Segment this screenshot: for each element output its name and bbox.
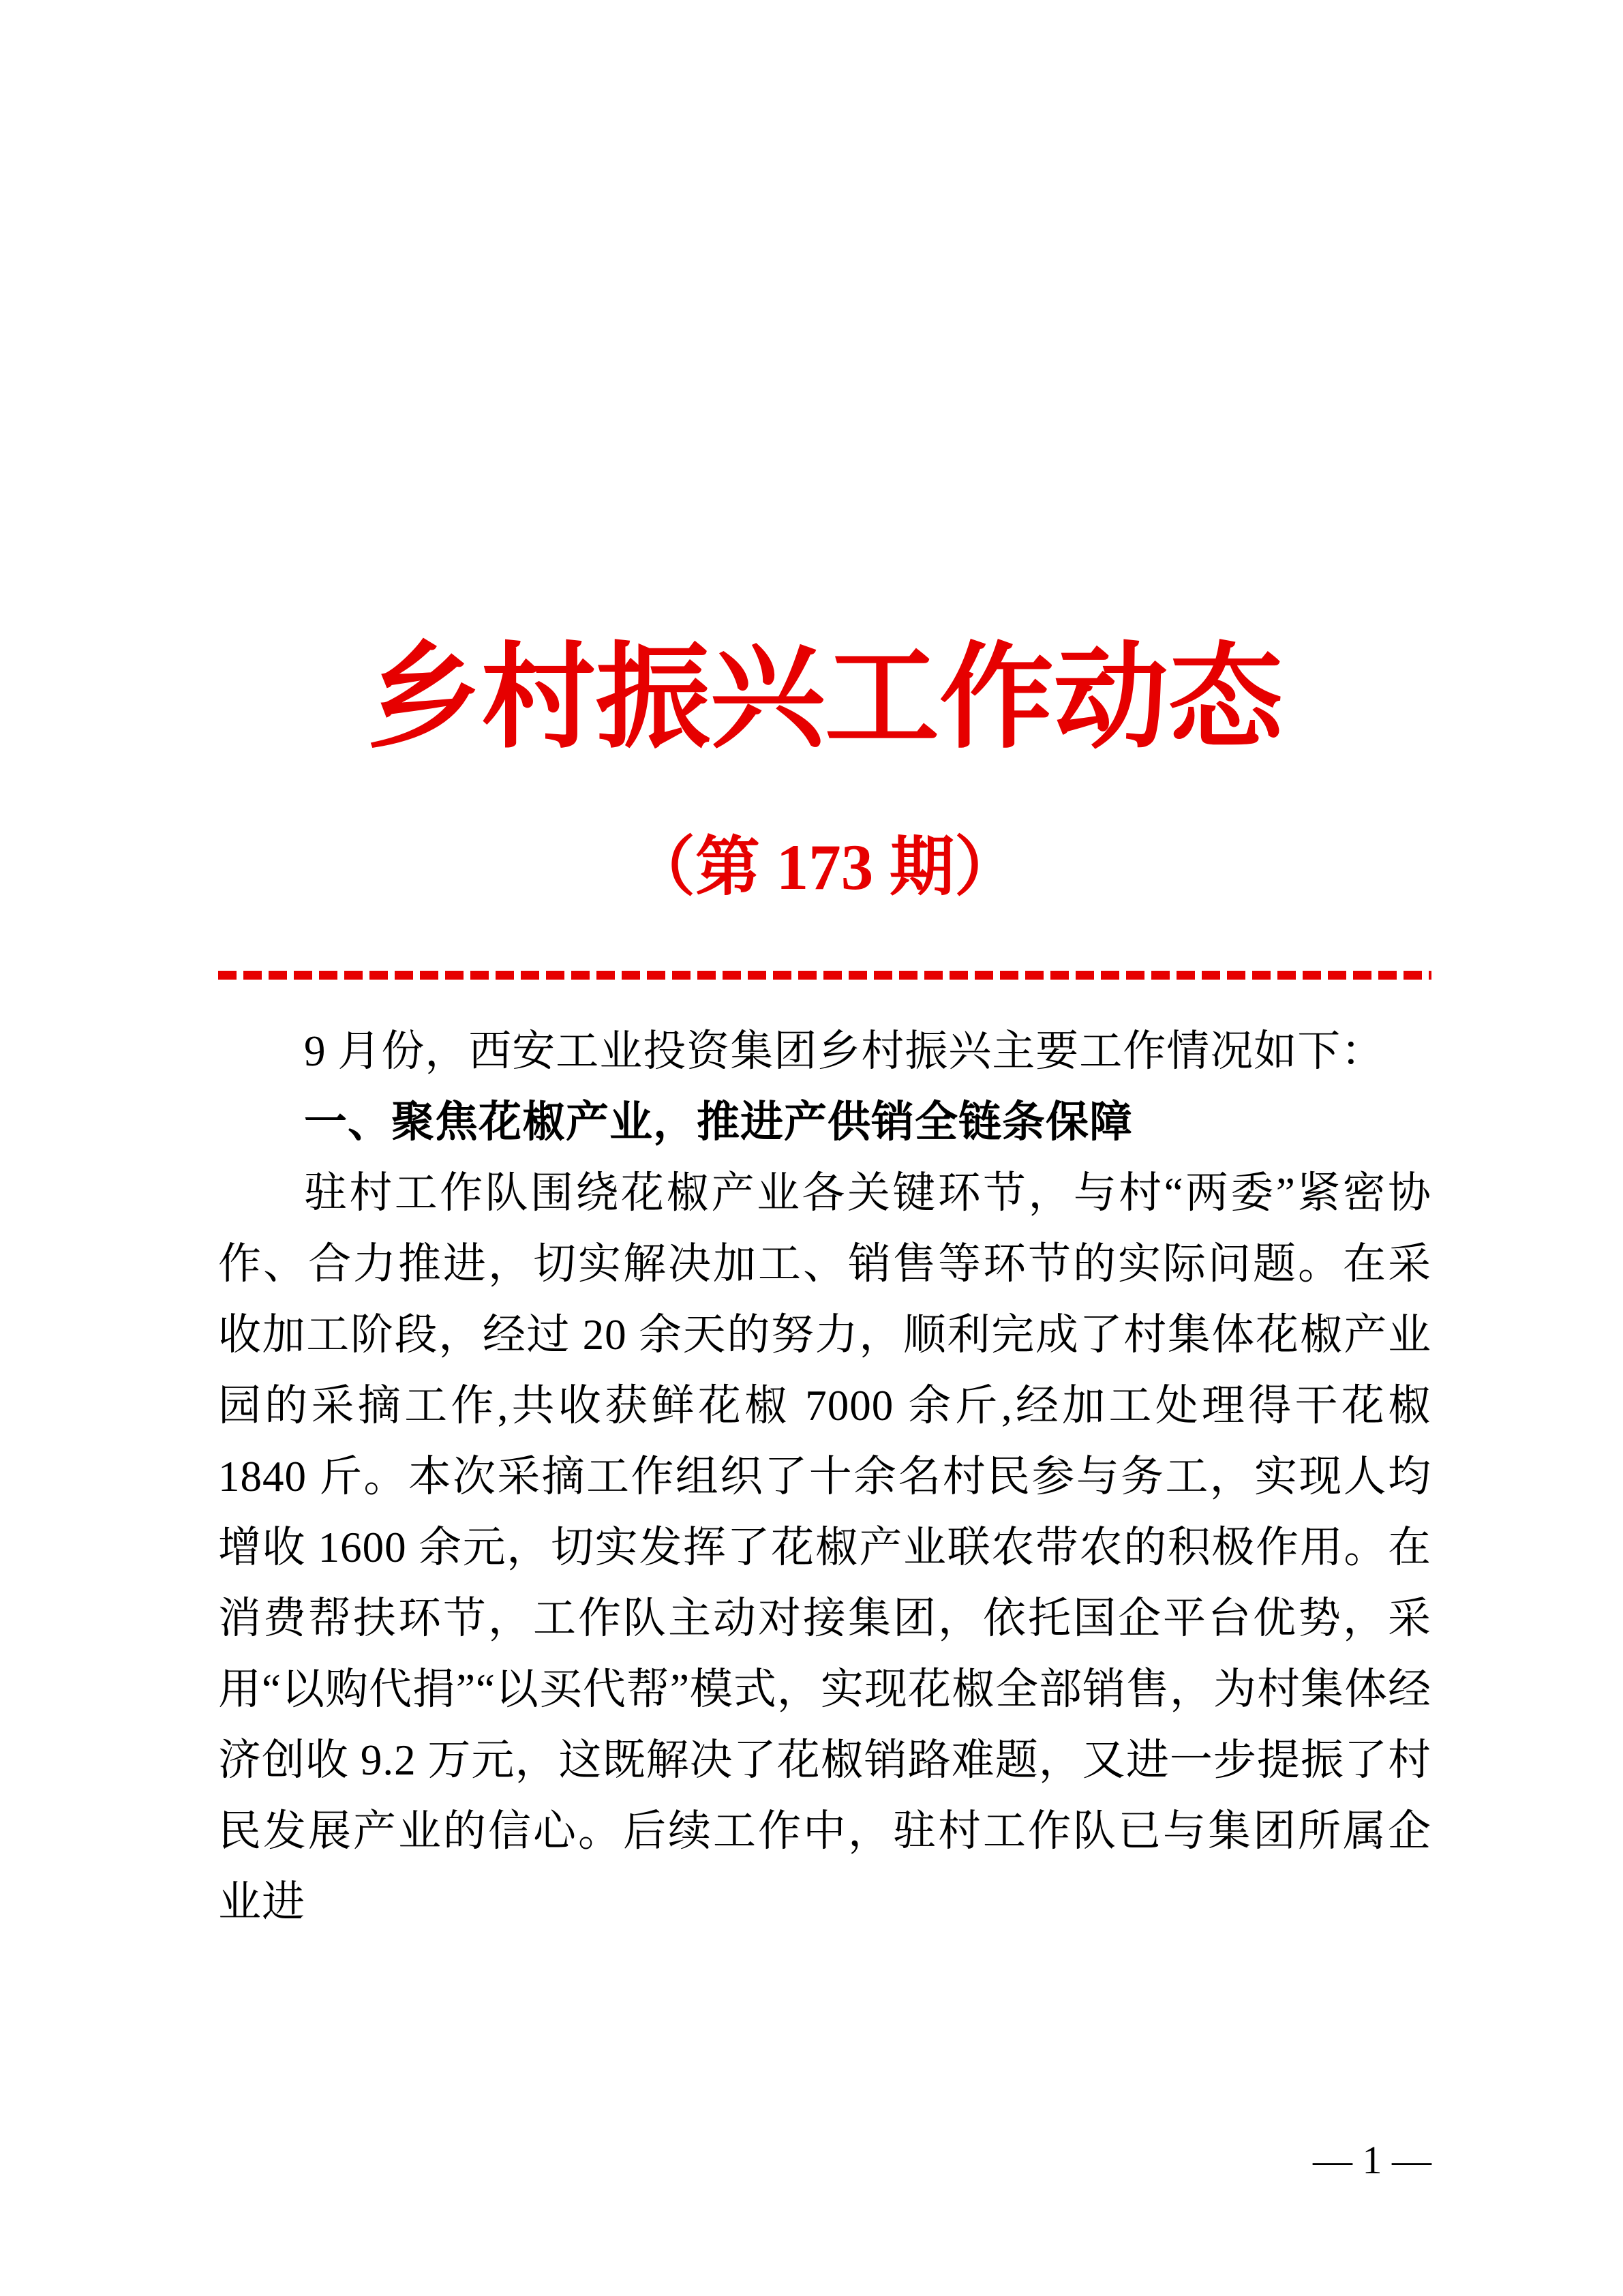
body-paragraph: 驻村工作队围绕花椒产业各关键环节，与村“两委”紧密协作、合力推进，切实解决加工、销售等环节的实际问题。在采收加工阶段，经过 20 余天的努力，顺利完成了村集体花椒产业园的采摘工作,共收获鲜花椒 7000 余斤,经加工处理得干花椒 1840 斤。本次采摘工作组织了十余名村民参与务工，实现人均增收 1600 余元，切实发挥了花椒产业联农带农的积极作用。在消费帮扶环节，工作队主动对接集团，依托国企平台优势，采用“以购代捐”“以买代帮”模式，实现花椒全部销售，为村集体经济创收 9.2 万元，这既解决了花椒销路难题，又进一步提振了村民发展产业的信心。后续工作中，驻村工作队已与集团所属企业进 [218, 1169, 1431, 1926]
issue-number: （第 173 期） [630, 831, 1019, 903]
intro-paragraph: 9 月份，西安工业投资集团乡村振兴主要工作情况如下： [304, 1027, 1385, 1075]
document-title: 乡村振兴工作动态 [367, 635, 1283, 762]
page-number: — 1 — [1313, 2138, 1431, 2182]
section-heading: 一、聚焦花椒产业，推进产供销全链条保障 [304, 1098, 1133, 1146]
document-body [218, 1016, 1431, 1937]
red-dashed-divider [218, 971, 1431, 980]
